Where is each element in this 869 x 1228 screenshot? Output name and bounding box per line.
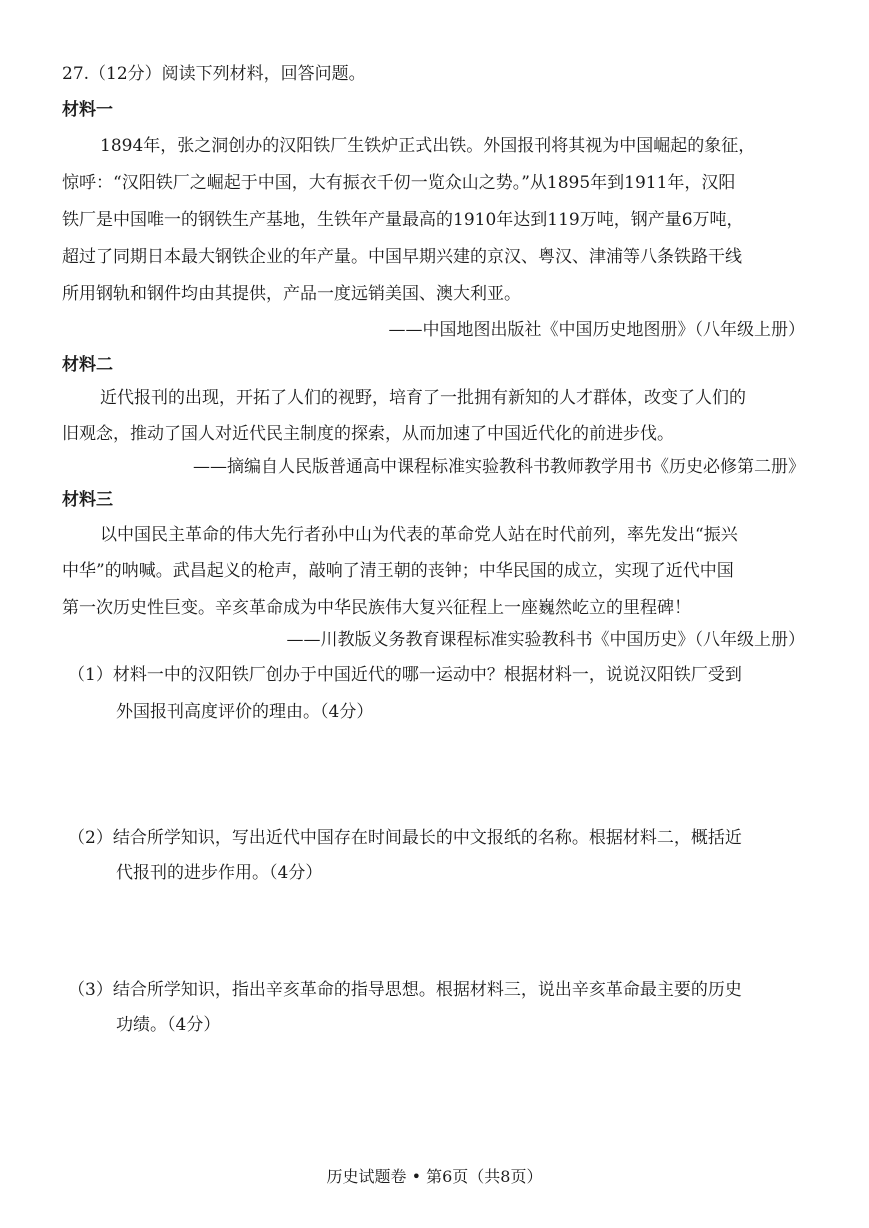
page-footer: 历史试题卷 • 第6页（共8页） bbox=[326, 1167, 543, 1186]
subquestion-3-line2: 功绩。（4分） bbox=[116, 1015, 221, 1035]
question-title: 27.（12分）阅读下列材料，回答问题。 bbox=[62, 64, 366, 84]
subquestion-3-line1: （3）结合所学知识，指出辛亥革命的指导思想。根据材料三，说出辛亥革命最主要的历史 bbox=[68, 980, 742, 1000]
subquestion-1-line2: 外国报刊高度评价的理由。（4分） bbox=[116, 702, 374, 722]
material1-line: 所用钢轨和钢件均由其提供，产品一度远销美国、澳大利亚。 bbox=[62, 284, 521, 304]
material3-line: 以中国民主革命的伟大先行者孙中山为代表的革命党人站在时代前列，率先发出“振兴 bbox=[100, 525, 738, 545]
material1-source: ——中国地图出版社《中国历史地图册》（八年级上册） bbox=[388, 320, 805, 340]
material2-heading: 材料二 bbox=[62, 355, 113, 375]
material1-line: 惊呼：“汉阳铁厂之崛起于中国，大有振衣千仞一览众山之势。”从1895年到1911年，汉阳 bbox=[62, 173, 736, 193]
subquestion-2-line2: 代报刊的进步作用。（4分） bbox=[116, 863, 323, 883]
subquestion-1-line1: （1）材料一中的汉阳铁厂创办于中国近代的哪一运动中？根据材料一，说说汉阳铁厂受到 bbox=[68, 665, 742, 685]
material3-source: ——川教版义务教育课程标准实验教科书《中国历史》（八年级上册） bbox=[286, 630, 805, 650]
subquestion-2-line1: （2）结合所学知识，写出近代中国存在时间最长的中文报纸的名称。根据材料二，概括近 bbox=[68, 828, 742, 848]
material3-line: 第一次历史性巨变。辛亥革命成为中华民族伟大复兴征程上一座巍然屹立的里程碑！ bbox=[62, 598, 691, 618]
material1-line: 铁厂是中国唯一的钢铁生产基地，生铁年产量最高的1910年达到119万吨，钢产量6万吨， bbox=[62, 210, 744, 230]
material3-line: 中华”的呐喊。武昌起义的枪声，敲响了清王朝的丧钟；中华民国的成立，实现了近代中国 bbox=[62, 561, 734, 581]
material3-heading: 材料三 bbox=[62, 490, 113, 510]
material1-line: 超过了同期日本最大钢铁企业的年产量。中国早期兴建的京汉、粤汉、津浦等八条铁路干线 bbox=[62, 247, 742, 267]
material1-heading: 材料一 bbox=[62, 100, 113, 120]
material2-line: 近代报刊的出现，开拓了人们的视野，培育了一批拥有新知的人才群体，改变了人们的 bbox=[100, 388, 746, 408]
material2-line: 旧观念，推动了国人对近代民主制度的探索，从而加速了中国近代化的前进步伐。 bbox=[62, 424, 674, 444]
material2-source: ——摘编自人民版普通高中课程标准实验教科书教师教学用书《历史必修第二册》 bbox=[193, 457, 805, 477]
material1-line: 1894年，张之洞创办的汉阳铁厂生铁炉正式出铁。外国报刊将其视为中国崛起的象征， bbox=[100, 136, 756, 156]
